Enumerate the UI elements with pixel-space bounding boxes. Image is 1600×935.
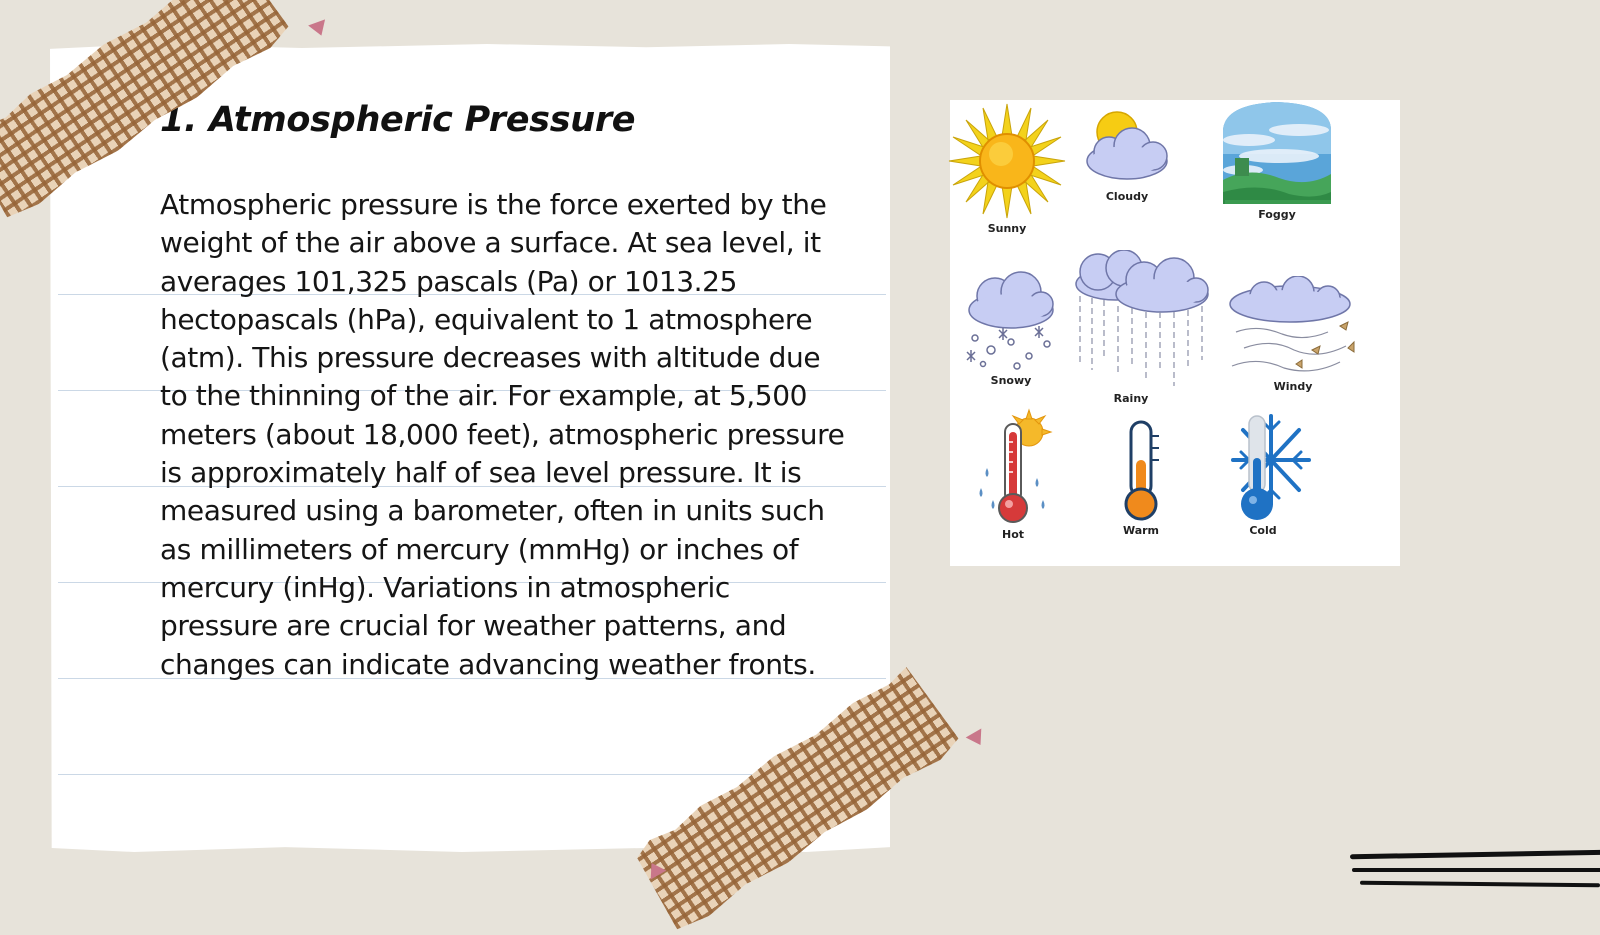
decorative-stroke — [1352, 868, 1600, 872]
weather-item-windy — [1228, 276, 1358, 393]
warm-thermometer-icon — [1101, 418, 1181, 522]
weather-label: Cold — [1249, 524, 1277, 537]
slide-title: 1. Atmospheric Pressure — [160, 100, 636, 140]
weather-item-cold — [1198, 412, 1328, 537]
weather-label: Rainy — [1113, 392, 1149, 405]
sun-icon — [947, 102, 1067, 220]
weather-item-warm — [1076, 418, 1206, 537]
weather-label: Warm — [1122, 524, 1160, 537]
slide-body-text: Atmospheric pressure is the force exerted by the weight of the air above a surface. At sea level, it averages 101,325 pascals (Pa) or 1013.25 hectopascals (hPa), equivalent to 1 atmosphere (atm). This pressure decreases with altitude due to the thinning of the air. For example, at 5,500 meters (about 18,000 feet), atmospheric pressure is approximately half of sea level pressure. It is measured using a barometer, often in units such as millimeters of mercury (mmHg) or inches of mercury (inHg). Variations in atmospheric pressure are crucial for weather patterns, and changes can indicate advancing weather fronts. — [160, 188, 845, 681]
snow-icon — [961, 268, 1061, 372]
pink-corner-mark — [966, 728, 989, 749]
weather-item-sunny — [942, 102, 1072, 235]
fog-icon — [1219, 100, 1335, 206]
weather-icons-panel — [950, 100, 1400, 566]
wind-icon — [1228, 276, 1358, 378]
weather-label: Snowy — [990, 374, 1032, 387]
weather-item-foggy — [1212, 100, 1342, 221]
weather-item-rainy — [1066, 250, 1196, 405]
decorative-stroke — [1350, 850, 1600, 860]
weather-item-hot — [948, 408, 1078, 541]
weather-label: Foggy — [1258, 208, 1296, 221]
weather-label: Windy — [1273, 380, 1313, 393]
cloudy-icon — [1077, 106, 1177, 188]
weather-item-cloudy — [1062, 106, 1192, 203]
weather-item-snowy — [946, 268, 1076, 387]
weather-label: Cloudy — [1105, 190, 1149, 203]
weather-label: Sunny — [987, 222, 1027, 235]
pink-corner-mark — [308, 19, 330, 38]
decorative-stroke — [1360, 881, 1600, 888]
hot-thermometer-icon — [963, 408, 1063, 526]
rain-icon — [1066, 250, 1216, 390]
weather-label: Hot — [1001, 528, 1025, 541]
cold-thermometer-icon — [1213, 412, 1313, 522]
